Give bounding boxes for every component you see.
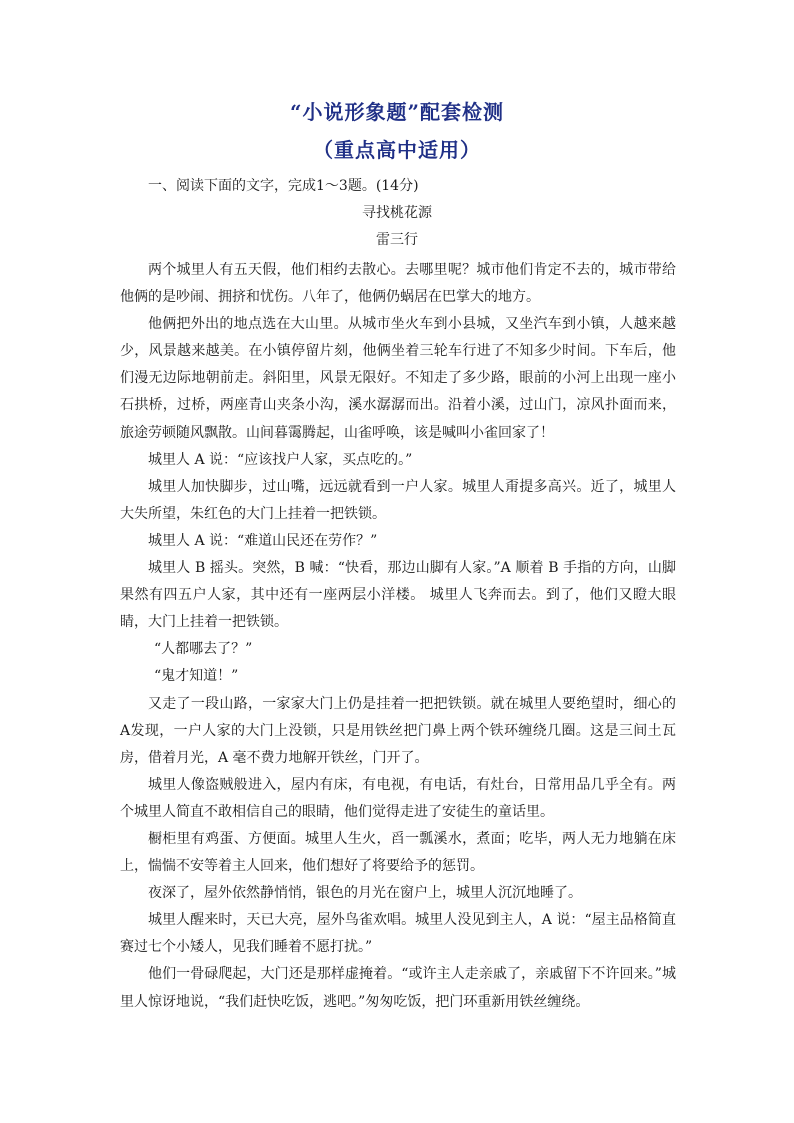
story-author: 雷三行: [376, 232, 418, 248]
story-title: 寻找桃花源: [362, 205, 432, 221]
paragraph: 城里人加快脚步，过山嘴，远远就看到一户人家。城里人甭提多高兴。近了，城里人大失所望，朱红色的大门上挂着一把铁锁。: [120, 478, 676, 522]
paragraph: “人都哪去了？”: [154, 641, 253, 658]
paragraph: 他们一骨碌爬起，大门还是那样虚掩着。“或许主人走亲戚了，亲戚留下不许回来。”城里人惊讶地说，“我们赶快吃饭，逃吧。”匆匆吃饭，把门环重新用铁丝缠绕。: [120, 966, 676, 1010]
paragraph: 城里人醒来时，天已大亮，屋外鸟雀欢唱。城里人没见到主人，A 说：“屋主品格简直赛过七个小矮人，见我们睡着不愿打扰。”: [120, 912, 676, 956]
story-body: [120, 257, 676, 1016]
paragraph: 城里人 A 说：“难道山民还在劳作？”: [148, 532, 378, 549]
document-subtitle: （重点高中适用）: [313, 138, 481, 162]
question-instruction: 一、阅读下面的文字，完成1～3题。(14分): [148, 178, 419, 194]
paragraph: 橱柜里有鸡蛋、方便面。城里人生火，舀一瓢溪水，煮面；吃毕，两人无力地躺在床上，惴惴不安等着主人回来，他们想好了将要给予的惩罚。: [120, 830, 676, 875]
paragraph: 城里人 A 说：“应该找户人家，买点吃的。”: [148, 451, 413, 468]
paragraph: 他俩把外出的地点选在大山里。从城市坐火车到小县城，又坐汽车到小镇，人越来越少，风景越来越美。在小镇停留片刻，他俩坐着三轮车行进了不知多少时间。下车后，他们漫无边际地朝前走。斜阳里，风景无限好。不知走了多少路，眼前的小河上出现一座小石拱桥，过桥，两座青山夹条小沟，溪水潺潺而出。沿着小溪，过山门，凉风扑面而来，旅途劳顿随风飘散。山间暮霭腾起，山雀呼唤，该是喊叫小雀回家了！: [120, 316, 676, 441]
paragraph: 城里人像盗贼般进入，屋内有床，有电视，有电话，有灶台，日常用品几乎全有。两个城里人简直不敢相信自己的眼睛，他们觉得走进了安徒生的童话里。: [120, 776, 676, 820]
paragraph: 城里人 B 摇头。突然，B 喊：“快看，那边山脚有人家。”A 顺着 B 手指的方向，山脚果然有四五户人家，其中还有一座两层小洋楼。 城里人飞奔而去。到了，他们又瞪大眼睛，大门上挂着一把铁锁。: [120, 560, 676, 631]
paragraph: “鬼才知道！”: [154, 668, 239, 685]
paragraph: 两个城里人有五天假，他们相约去散心。去哪里呢？城市他们肯定不去的，城市带给他俩的是吵闹、拥挤和忧伤。八年了，他俩仍蜗居在巴掌大的地方。: [120, 262, 676, 306]
paragraph: 又走了一段山路，一家家大门上仍是挂着一把把铁锁。就在城里人要绝望时，细心的A发现，一户人家的大门上没锁，只是用铁丝把门鼻上两个铁环缠绕几圈。这是三间土瓦房，借着月光，A 毫不费力地解开铁丝，门开了。: [120, 695, 676, 766]
paragraph: 夜深了，屋外依然静悄悄，银色的月光在窗户上，城里人沉沉地睡了。: [148, 885, 582, 902]
document-title: “小说形象题”配套检测: [289, 100, 504, 124]
